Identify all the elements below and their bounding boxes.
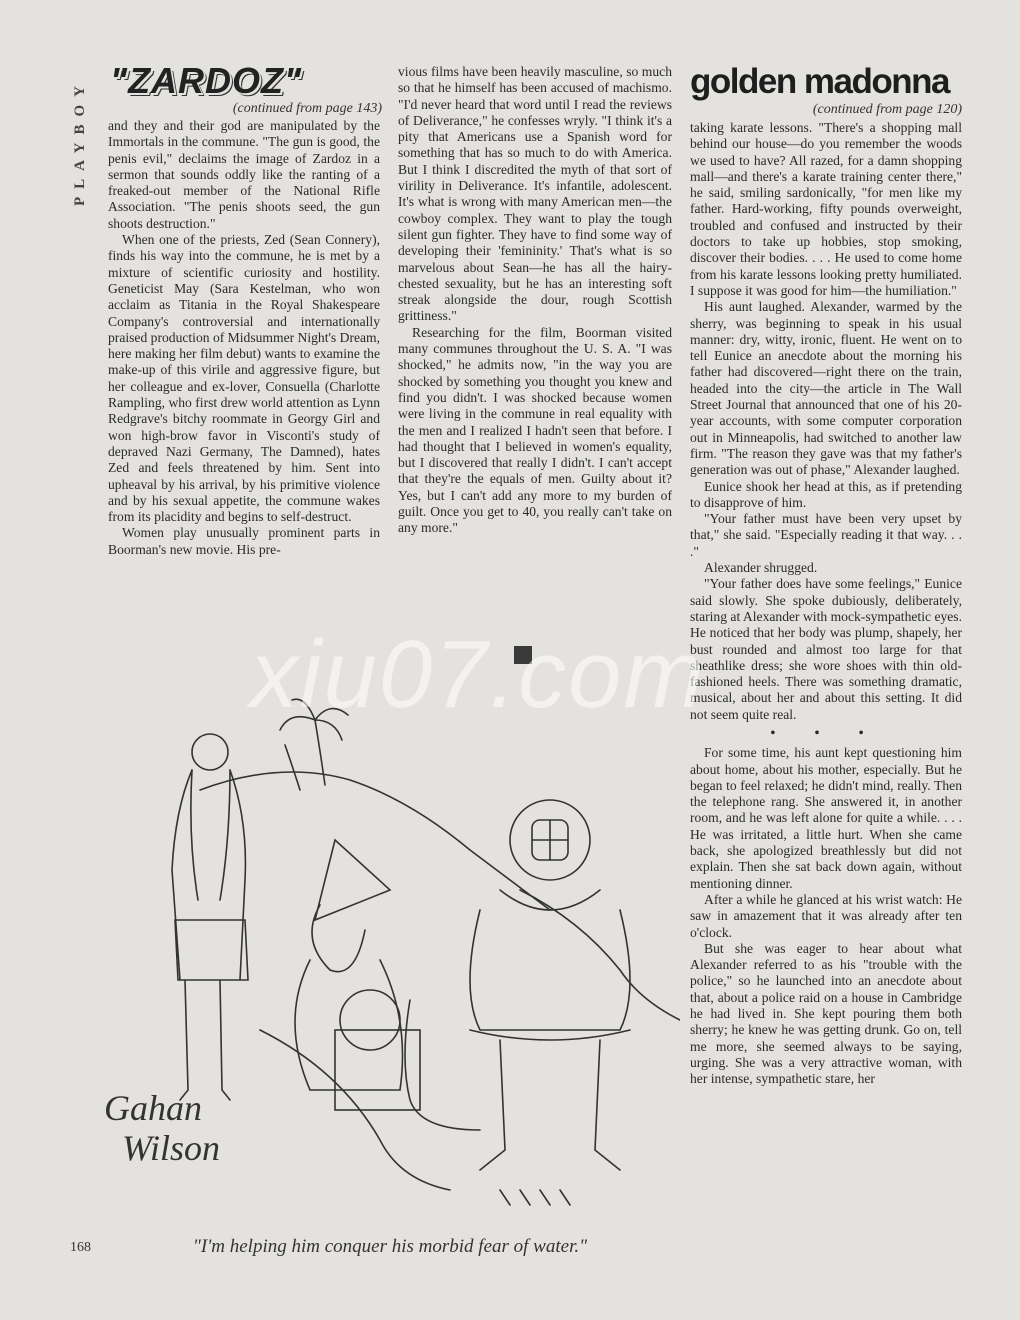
witch-body <box>295 960 403 1090</box>
golden-madonna-heading: golden madonna <box>690 62 949 101</box>
paragraph: Alexander shrugged. <box>704 560 818 576</box>
paragraph: and they and their god are manipulated by the Immortals in the commune. "The gun is good, the penis evil," declaims the image of Zardoz in a sermon that sounds oddly like the ranting of a freaked-out member of the National Rifle Association. "The penis shoots seed, the gun shoots destruction." <box>108 118 380 231</box>
palm-trunk-2 <box>285 745 300 790</box>
diver-window-grid <box>532 820 568 860</box>
paragraph: Eunice shook her head at this, as if pretending to disapprove of him. <box>690 478 962 510</box>
madonna-column <box>690 120 962 1088</box>
paragraph: His aunt laughed. Alexander, warmed by the sherry, was beginning to speak in his usual manner: dry, witty, ironic, fluent. He went on to tell Eunice an anecdote about the morning his father had discovered—right there on the train, headed into the city—the article in The Wall Street Journal that announced that one of his 20-year accounts, with some computer corporation out in Minneapolis, had switched to another law firm. "The reason they gave was that my father's generation was out of phase," Alexander laughed. <box>690 299 962 478</box>
zardoz-continued-note: (continued from page 143) <box>232 101 382 116</box>
paragraph: But she was eager to hear about what Alexander referred to as his "trouble with the police," so he launched into an anecdote about that, about a police raid on a house in Cambridge he had lived in. She kept pouring them both sherry; he knew he was getting drunk. Go on, tell me more, she seemed always to be saying, urging. She was a very attractive woman, with her intense, sympathetic stare, her <box>690 940 962 1087</box>
artist-signature <box>104 1088 244 1168</box>
man-shorts <box>175 920 248 980</box>
cartoon-caption: "I'm helping him conquer his morbid fear of water." <box>192 1236 588 1257</box>
paragraph: vious films have been heavily masculine, so much so that he himself has been accused of machismo. "I'd never heard that word until I read the reviews of Deliverance," he confesses wryly. "I think it's a pity that Americans use a Spanish word for something that has so much to do with America. But I think I discredited the myth of that sort of virility in Deliverance. It's infantile, adolescent. It's what is wrong with many American men—the cowboy complex. They want to play the tough silent gun fighter. They have to find some way of developing their 'femininity.' That's what is so marvelous about Sean—he has all the hairy-chested sexuality, but he has an interesting soft streak alongside the dour, rough Scottish grittiness." <box>398 64 672 324</box>
signature-line: Gahan <box>104 1088 202 1128</box>
signature-line: Wilson <box>122 1128 221 1168</box>
diver-belt <box>470 1030 630 1040</box>
witch-face <box>312 905 365 972</box>
man-body <box>172 770 245 980</box>
zardoz-column-2 <box>398 64 672 537</box>
section-separator: • • • <box>770 724 882 740</box>
man-head <box>192 734 228 770</box>
zardoz-heading: "ZARDOZ" <box>110 60 303 101</box>
paragraph: When one of the priests, Zed (Sean Connery), finds his way into the commune, he is met by a mixture of scientific curiosity and hostility. Geneticist May (Sara Kestelman, who won acclaim as Titania in the Royal Shakespeare Company's controversial and internationally praised production of Midsummer Night's Dream, here making her film debut) wants to examine the make-up of this virile and aggressive figure, but her colleague and ex-lover, Consuella (Charlotte Rampling, who first drew world attention as Lynn Redgrave's bitchy roommate in Georgy Girl and won high-brow favor in Visconti's study of depraved Nazi Germany, The Damned), hates Zed and feels threatened by him. Sent into upheaval by his arrival, by his primitive violence and by his sexual appetite, the commune wakes from its placidity and begins to self-destruct. <box>108 232 381 525</box>
man-towel <box>191 770 230 900</box>
magazine-side-label: PLAYBOY <box>72 78 88 206</box>
diver-legs <box>480 1040 620 1170</box>
paragraph: "Your father must have been very upset by that," she said. "Especially reading it that way. . . ." <box>690 511 962 559</box>
paragraph: For some time, his aunt kept questioning him about home, about his mother, especially. But he began to feel relaxed; he didn't mind, really. Then the telephone rang. She answered it, in another room, and he was left alone for quite a while. . . . He was irritated, a little hurt. When she came back, she apologized breathlessly but did not explain. Then she sat back down again, without mentioning dinner. <box>690 745 962 891</box>
steering-wheel <box>340 990 400 1050</box>
paragraph: After a while he glanced at his wrist watch: He saw in amazement that it was already after ten o'clock. <box>690 891 962 940</box>
diver-body <box>470 910 630 1030</box>
paragraph: Women play unusually prominent parts in Boorman's new movie. His pre- <box>108 525 380 557</box>
page-number: 168 <box>70 1240 91 1255</box>
watermark: xiu07.com <box>250 621 706 728</box>
paragraph: taking karate lessons. "There's a shopping mall behind our house—do you remember the woods we used to have? All razed, for a damn shopping mall—and there's a karate training center there," he said, smiling sardonically, "for men like my father. Hard-working, fifty pounds overweight, troubled and confused and instructed by their doctors to take up hobbies, stop smoking, discover their bodies. . . . He used to come home from his karate lessons looking pretty humiliated. I suppose it was good for him—the humiliation." <box>690 120 962 298</box>
zardoz-column-1 <box>108 118 380 558</box>
man-legs <box>180 980 230 1100</box>
paragraph: Researching for the film, Boorman visited many communes throughout the U. S. A. "I was shocked," he admits now, "in the way you are shocked by something you thought you knew and find you didn't. I was shocked because women were living in the commune in real equality with the men and I realized I hadn't seen that before. I had thought that I believed in women's equality, but I discovered that really I didn't. I can't accept that they're the equals of men. Guilty about it? Yes, but I can't add any more to my burden of guilt. Once you get to 40, you really can't take on any more." <box>398 324 672 536</box>
paragraph: "Your father does have some feelings," Eunice said slowly. She spoke dubiously, deliberately, staring at Alexander with mock-sympathetic eyes. He noticed that her body was plump, shapely, her bust rounded and almost too large for that sheathlike dress; she wore shoes with thin old-fashioned heels. There was something dramatic, musical, about her and about this setting. It did not seem quite real. <box>690 576 962 722</box>
hill-line <box>200 772 550 910</box>
ground-hatch <box>500 1190 570 1205</box>
console-box <box>335 1030 420 1110</box>
witch-hat <box>315 840 390 920</box>
madonna-continued-note: (continued from page 120) <box>812 102 962 117</box>
